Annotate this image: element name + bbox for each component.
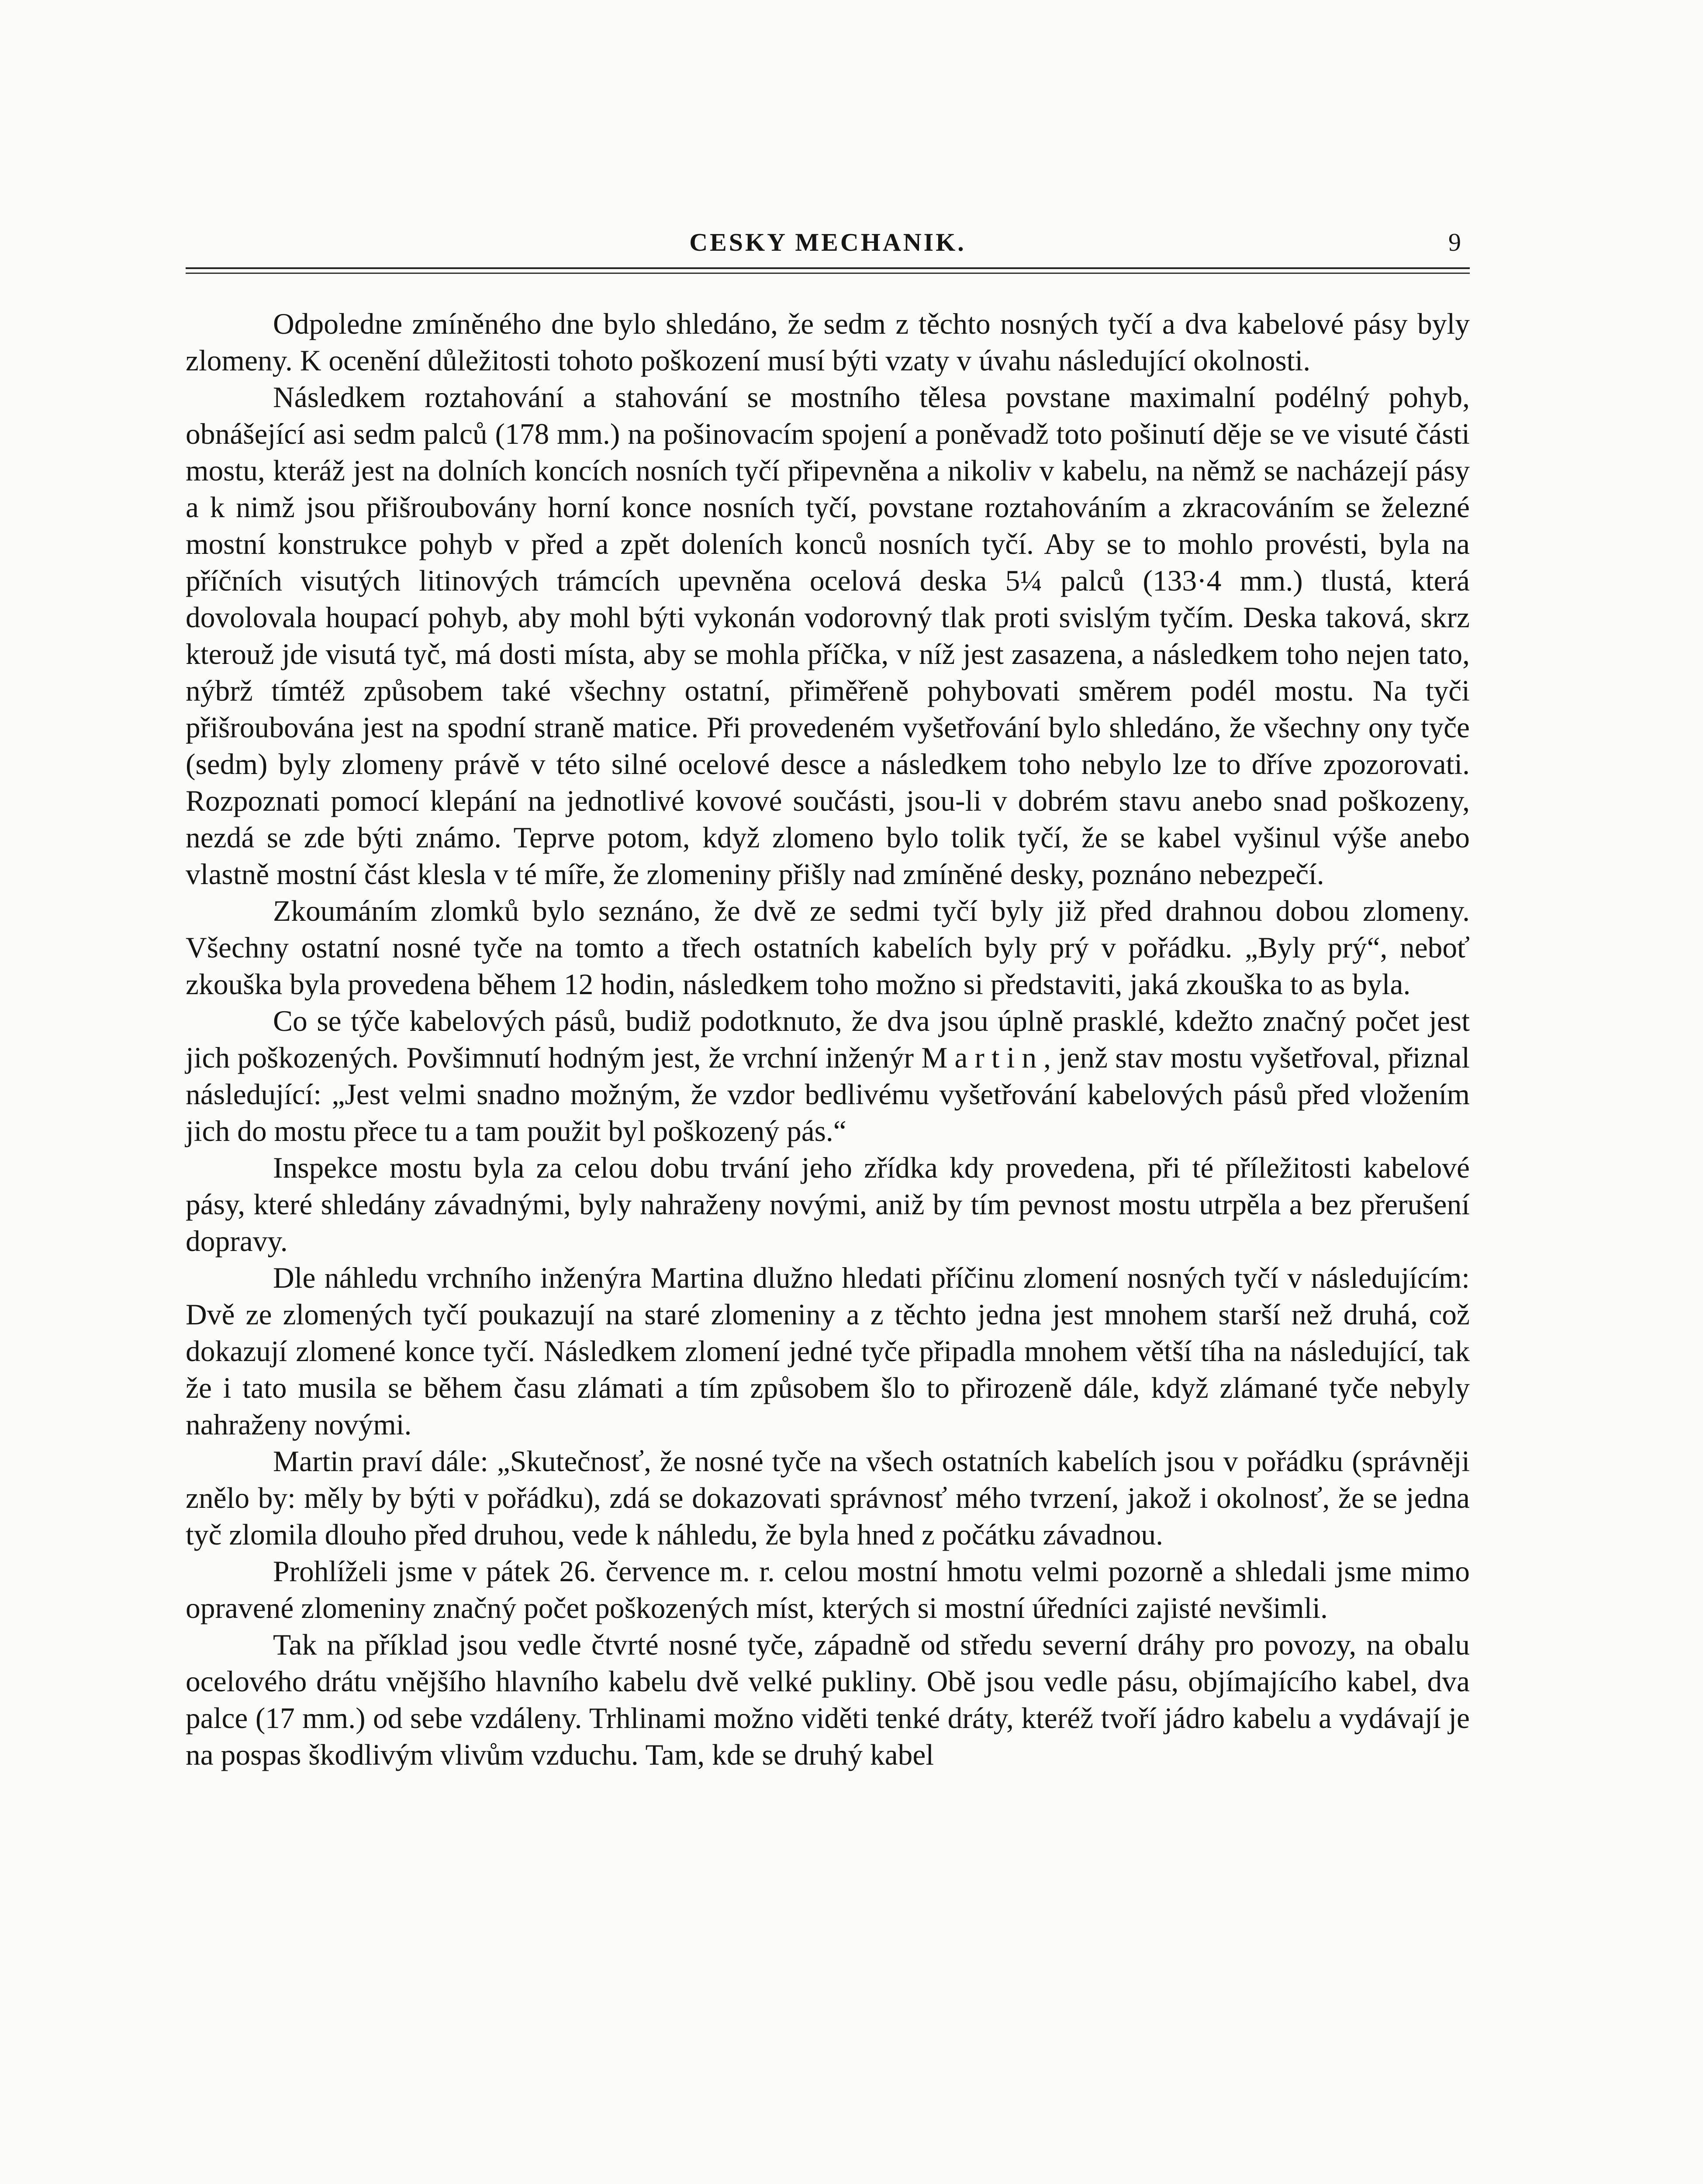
paragraph: Martin praví dále: „Skutečnosť, že nosné tyče na všech ostatních kabelích jsou v pořádku (správněji znělo by: měly by býti v pořádku), zdá se dokazovati správnosť mého tvrzení, jakož i okolnosť, že se jedna tyč zlomila dlouho před druhou, vede k náhledu, že byla hned z počátku závadnou. [186, 1445, 1470, 1551]
paragraph: Co se týče kabelových pásů, budiž podotknuto, že dva jsou úplně prasklé, kdežto značný počet jest jich poškozených. Povšimnutí hodným jest, že vrchní inženýr Martin, jenž stav mostu vyšetřoval, přiznal následující: „Jest velmi snadno možným, že vzdor bedlivému vyšetřování kabelových pásů před vložením jich do mostu přece tu a tam použit byl poškozený pás.“ [186, 1005, 1470, 1147]
article-body [186, 306, 1470, 1773]
header-rule-bottom [186, 273, 1470, 274]
running-header [186, 227, 1470, 258]
header-double-rule [186, 267, 1470, 276]
emphasized-name: Martin [921, 1041, 1044, 1074]
header-rule-top [186, 267, 1470, 269]
paragraph: Inspekce mostu byla za celou dobu trvání jeho zřídka kdy provedena, při té příležitosti kabelové pásy, které shledány závadnými, byly nahraženy novými, aniž by tím pevnost mostu utrpěla a bez přerušení dopravy. [186, 1151, 1470, 1258]
paragraph: Zkoumáním zlomků bylo seznáno, že dvě ze sedmi tyčí byly již před drahnou dobou zlomeny. Všechny ostatní nosné tyče na tomto a třech ostatních kabelích byly prý v pořádku. „Byly prý“, neboť zkouška byla provedena během 12 hodin, následkem toho možno si představiti, jaká zkouška to as byla. [186, 895, 1470, 1001]
paragraph: Tak na příklad jsou vedle čtvrté nosné tyče, západně od středu severní dráhy pro povozy, na obalu ocelového drátu vnějšího hlavního kabelu dvě velké pukliny. Obě jsou vedle pásu, objímajícího kabel, dva palce (17 mm.) od sebe vzdáleny. Trhlinami možno viděti tenké dráty, kteréž tvoří jádro kabelu a vydávají je na pospas škodlivým vlivům vzduchu. Tam, kde se druhý kabel [186, 1628, 1470, 1771]
paragraph: Dle náhledu vrchního inženýra Martina dlužno hledati příčinu zlomení nosných tyčí v následujícím: Dvě ze zlomených tyčí poukazují na staré zlomeniny a z těchto jedna jest mnohem starší než druhá, což dokazují zlomené konce tyčí. Následkem zlomení jedné tyče připadla mnohem větší tíha na následující, tak že i tato musila se během času zlámati a tím způsobem šlo to přirozeně dále, když zlámané tyče nebyly nahraženy novými. [186, 1261, 1470, 1441]
paragraph: Následkem roztahování a stahování se mostního tělesa povstane maximalní podélný pohyb, obnášející asi sedm palců (178 mm.) na pošinovacím spojení a poněvadž toto pošinutí děje se ve visuté části mostu, kteráž jest na dolních koncích nosních tyčí připevněna a nikoliv v kabelu, na němž se nacházejí pásy a k nimž jsou přišroubovány horní konce nosních tyčí, povstane roztahováním a zkracováním se železné mostní konstrukce pohyb v před a zpět doleních konců nosních tyčí. Aby se to mohlo provésti, byla na příčních visutých litinových trámcích upevněna ocelová deska 5¼ palců (133·4 mm.) tlustá, která dovolovala houpací pohyb, aby mohl býti vykonán vodorovný tlak proti svislým tyčím. Deska taková, skrz kterouž jde visutá tyč, má dosti místa, aby se mohla příčka, v níž jest zasazena, a následkem toho nejen tato, nýbrž tímtéž způsobem také všechny ostatní, přiměřeně pohybovati směrem podél mostu. Na tyči přišroubována jest na spodní straně matice. Při provedeném vyšetřování bylo shledáno, že všechny ony tyče (sedm) byly zlomeny právě v této silné ocelové desce a následkem toho nebylo lze to dříve zpozorovati. Rozpoznati pomocí klepání na jednotlivé kovové součásti, jsou-li v dobrém stavu anebo snad poškozeny, nezdá se zde býti známo. Teprve potom, když zlomeno bylo tolik tyčí, že se kabel vyšinul výše anebo vlastně mostní část klesla v té míře, že zlomeniny přišly nad zmíněné desky, poznáno nebezpečí. [186, 381, 1470, 891]
paragraph: Odpoledne zmíněného dne bylo shledáno, že sedm z těchto nosných tyčí a dva kabelové pásy byly zlomeny. K ocenění důležitosti tohoto poškození musí býti vzaty v úvahu následující okolnosti. [186, 308, 1470, 377]
paragraph: Prohlíželi jsme v pátek 26. července m. r. celou mostní hmotu velmi pozorně a shledali jsme mimo opravené zlomeniny značný počet poškozených míst, kterých si mostní úředníci zajisté nevšimli. [186, 1555, 1470, 1624]
journal-title: CESKY MECHANIK. [689, 228, 966, 256]
page-number: 9 [1448, 228, 1461, 256]
